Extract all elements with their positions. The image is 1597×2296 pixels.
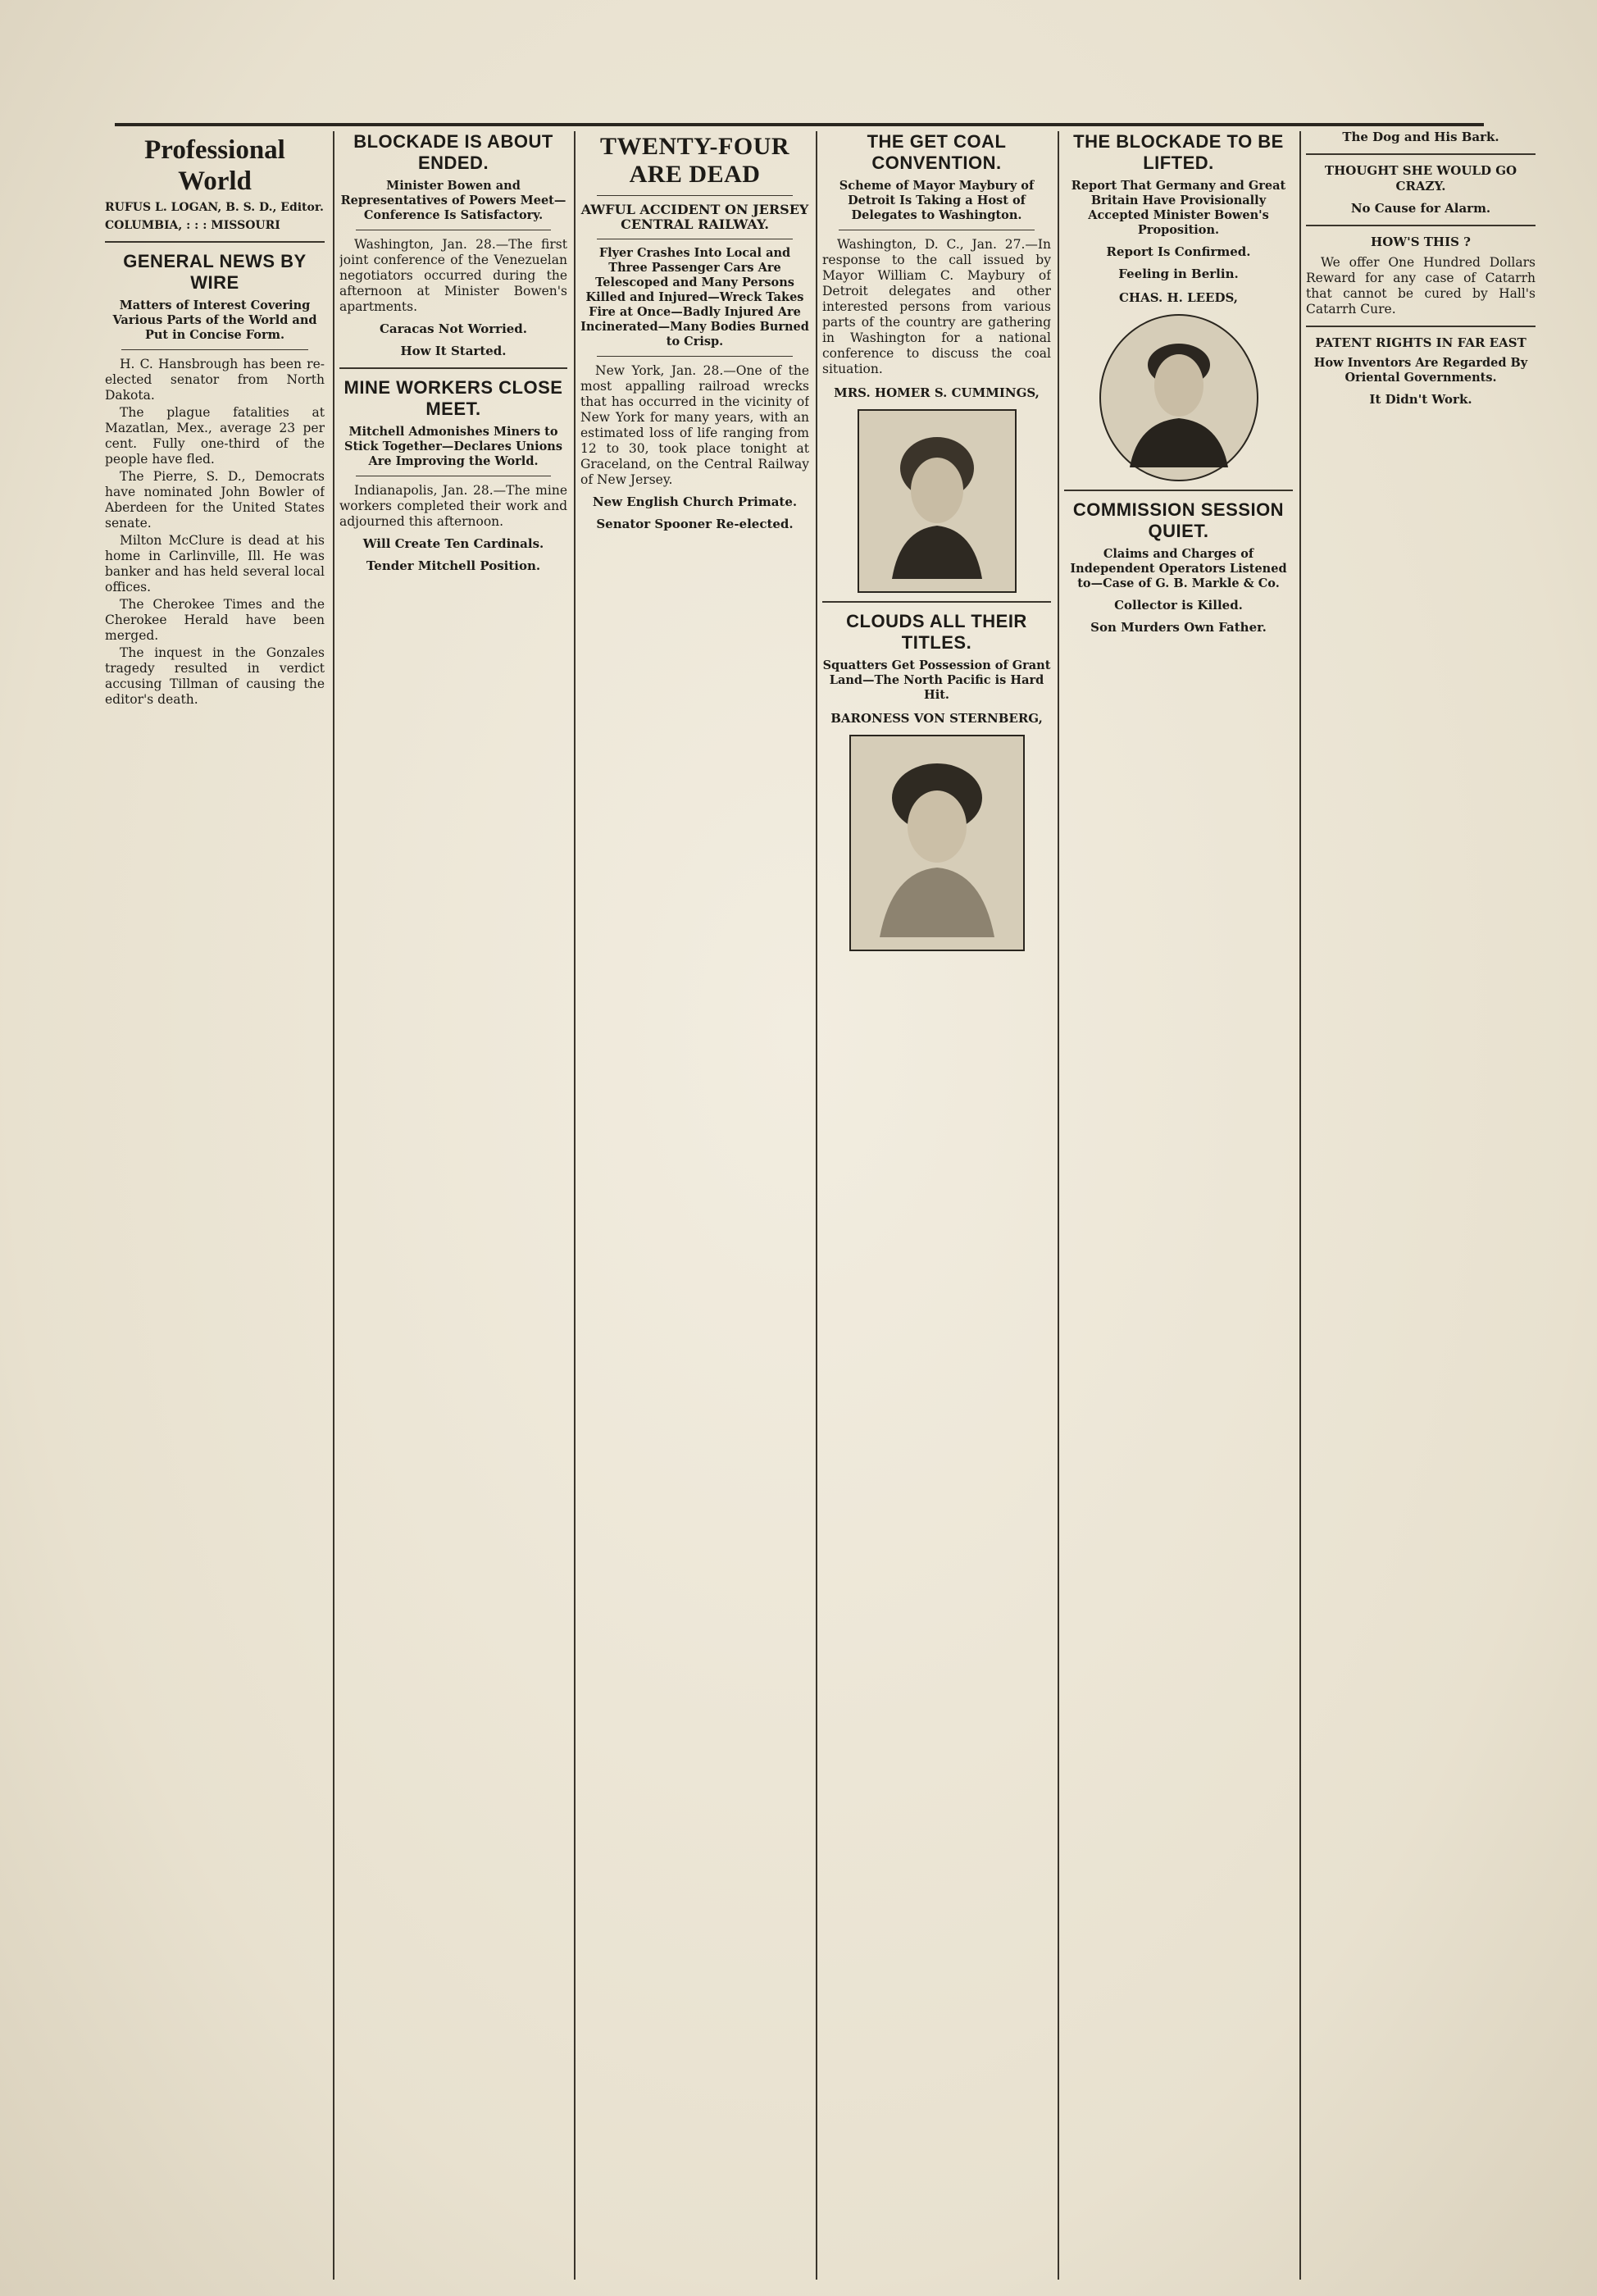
deck-commission: Claims and Charges of Independent Operators Listened to—Case of G. B. Markle & Co. <box>1070 547 1287 590</box>
woman-portrait-icon <box>876 423 999 579</box>
article-body: Indianapolis, Jan. 28.—The mine workers completed their work and adjourned this afternoon. <box>339 483 567 529</box>
subhead: How It Started. <box>400 344 507 358</box>
portrait-caption: MRS. HOMER S. CUMMINGS, <box>834 385 1040 400</box>
man-portrait-icon <box>1122 328 1236 467</box>
headline-commission: COMMISSION SESSION QUIET. <box>1072 499 1285 541</box>
portrait-caption: BARONESS VON STERNBERG, <box>830 711 1043 726</box>
subhead: Feeling in Berlin. <box>1118 266 1239 281</box>
column-1 <box>105 123 325 2280</box>
headline-clouds-titles: CLOUDS ALL THEIR TITLES. <box>846 611 1027 653</box>
divider <box>1064 490 1293 491</box>
section-deck: Matters of Interest Covering Various Parts of the World and Put in Concise Form. <box>112 298 317 342</box>
subhead: Tender Mitchell Position. <box>366 558 541 573</box>
article-body: We offer One Hundred Dollars Reward for any case of Catarrh that cannot be cured by Hall's Catarrh Cure. <box>1306 255 1536 317</box>
subhead: Son Murders Own Father. <box>1090 620 1267 635</box>
news-item: Milton McClure is dead at his home in Carlinville, Ill. He was banker and has held several local offices. <box>105 533 325 594</box>
portrait-image <box>849 735 1025 951</box>
headline-patent-rights: PATENT RIGHTS IN FAR EAST <box>1315 335 1526 350</box>
subhead: No Cause for Alarm. <box>1350 201 1491 216</box>
subhead: The Dog and His Bark. <box>1342 130 1499 144</box>
deck-coal-convention: Scheme of Mayor Maybury of Detroit Is Taking a Host of Delegates to Washington. <box>839 179 1035 222</box>
portrait-image <box>858 409 1017 593</box>
portrait-caption: CHAS. H. LEEDS, <box>1118 290 1239 305</box>
divider <box>121 349 308 350</box>
article-body: Washington, D. C., Jan. 27.—In response to the call issued by Mayor William C. Maybury of Detroit delegates and other interested persons from various parts of the country are gathering in Washington for a national conference to discuss the coal situation. <box>822 237 1051 376</box>
column-rule <box>1058 131 1059 2280</box>
news-item: The plague fatalities at Mazatlan, Mex., average 23 per cent. Fully one-third of the people have fled. <box>105 405 325 467</box>
woman-portrait-icon <box>867 749 1007 937</box>
article-body: New York, Jan. 28.—One of the most appalling railroad wrecks that has occurred in the vicinity of New York for many years, with an estimated loss of life ranging from 12 to 30, took place tonight at Graceland, on the Central Railway of New Jersey. <box>580 363 809 487</box>
news-item: The Cherokee Times and the Cherokee Herald have been merged. <box>105 597 325 643</box>
place-line: COLUMBIA, : : : MISSOURI <box>105 219 280 232</box>
divider <box>822 601 1051 603</box>
section-title: GENERAL NEWS BY WIRE <box>123 251 307 293</box>
deck-mine-workers: Mitchell Admonishes Miners to Stick Together—Declares Unions Are Improving the World. <box>344 425 563 468</box>
subhead: Caracas Not Worried. <box>379 321 528 336</box>
headline-crazy: THOUGHT SHE WOULD GO CRAZY. <box>1324 163 1517 194</box>
news-item: The Pierre, S. D., Democrats have nominated John Bowler of Aberdeen for the United States senate. <box>105 469 325 531</box>
deck-clouds-titles: Squatters Get Possession of Grant Land—The North Pacific is Hard Hit. <box>822 658 1051 702</box>
divider <box>597 356 793 357</box>
divider <box>1306 153 1536 155</box>
subhead: It Didn't Work. <box>1369 392 1472 407</box>
column-rule <box>1299 131 1301 2280</box>
masthead-title: Professional World <box>144 135 285 196</box>
subhead: Collector is Killed. <box>1114 598 1243 613</box>
headline-twenty-four-dead: TWENTY-FOUR ARE DEAD <box>599 133 790 188</box>
headline-blockade-lifted: THE BLOCKADE TO BE LIFTED. <box>1073 131 1284 173</box>
divider <box>1306 326 1536 327</box>
divider <box>339 367 567 369</box>
headline-hows-this: HOW'S THIS ? <box>1371 235 1471 249</box>
article-body: Washington, Jan. 28.—The first joint conference of the Venezuelan negotiators occurred during the afternoon at Minister Bowen's apartments. <box>339 237 567 314</box>
subhead: Report Is Confirmed. <box>1106 244 1251 259</box>
news-item: The inquest in the Gonzales tragedy resulted in verdict accusing Tillman of causing the editor's death. <box>105 645 325 707</box>
column-3 <box>580 123 809 2280</box>
subhead: Senator Spooner Re-elected. <box>596 517 794 531</box>
divider <box>1306 225 1536 226</box>
headline-mine-workers: MINE WORKERS CLOSE MEET. <box>344 377 563 419</box>
divider <box>597 195 793 196</box>
column-6 <box>1306 123 1536 2280</box>
column-4 <box>822 123 1051 2280</box>
deck-flyer-crashes: Flyer Crashes Into Local and Three Passenger Cars Are Telescoped and Many Persons Killed and Injured—Wreck Takes Fire at Once—Badly Injured Are Incinerated—Many Bodies Burned to Crisp. <box>580 246 809 348</box>
column-rule <box>333 131 334 2280</box>
subhead: New English Church Primate. <box>592 494 798 509</box>
deck-blockade-lifted: Report That Germany and Great Britain Have Provisionally Accepted Minister Bowen's Proposition. <box>1071 179 1286 237</box>
column-2 <box>339 123 567 2280</box>
column-rule <box>816 131 817 2280</box>
headline-coal-convention: THE GET COAL CONVENTION. <box>867 131 1007 173</box>
editor-line: RUFUS L. LOGAN, B. S. D., Editor. <box>105 201 324 214</box>
news-item: H. C. Hansbrough has been re-elected senator from North Dakota. <box>105 357 325 403</box>
headline-blockade: BLOCKADE IS ABOUT ENDED. <box>353 131 553 173</box>
divider <box>105 241 325 243</box>
deck-accident: AWFUL ACCIDENT ON JERSEY CENTRAL RAILWAY. <box>580 202 809 232</box>
subhead: Will Create Ten Cardinals. <box>362 536 544 551</box>
column-rule <box>574 131 576 2280</box>
deck-blockade: Minister Bowen and Representatives of Powers Meet—Conference Is Satisfactory. <box>340 179 566 222</box>
column-5 <box>1064 123 1293 2280</box>
portrait-image <box>1099 314 1258 481</box>
deck-patent-rights: How Inventors Are Regarded By Oriental Governments. <box>1313 356 1528 385</box>
